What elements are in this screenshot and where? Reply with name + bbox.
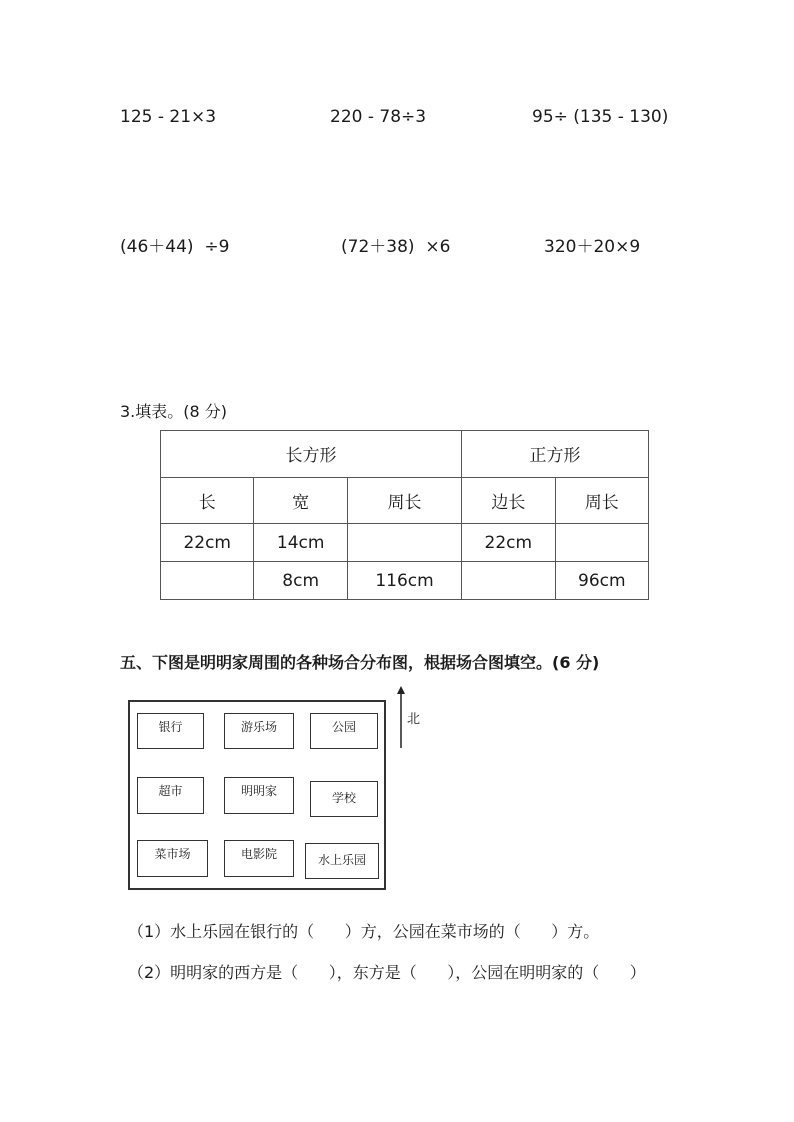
map-place-supermarket: 超市 xyxy=(137,777,204,814)
expression-6: 320＋20×9 xyxy=(544,237,641,257)
fill-table xyxy=(160,430,649,600)
question-2: （2）明明家的西方是（ ），东方是（ ），公园在明明家的（ ） xyxy=(128,963,646,982)
table-cell[interactable] xyxy=(161,562,254,600)
table-cell: 8cm xyxy=(254,562,347,600)
table-cell: 96cm xyxy=(555,562,648,600)
map-place-amusement-park: 游乐场 xyxy=(224,713,294,749)
map-place-park: 公园 xyxy=(310,713,378,749)
group-header-square: 正方形 xyxy=(462,431,649,478)
table-cell[interactable] xyxy=(347,524,461,562)
expression-1: 125 - 21×3 xyxy=(120,107,217,127)
table-row xyxy=(161,562,649,600)
table-cell[interactable] xyxy=(555,524,648,562)
sub-header: 宽 xyxy=(254,477,347,524)
section3-title: 3.填表。(8 分) xyxy=(120,402,228,421)
north-label: 北 xyxy=(407,712,421,727)
table-cell[interactable] xyxy=(462,562,555,600)
map-place-vegetable-market: 菜市场 xyxy=(137,840,208,877)
north-arrow-icon xyxy=(395,686,407,750)
expression-4: (46＋44) ÷9 xyxy=(120,237,230,257)
map-place-cinema: 电影院 xyxy=(224,840,294,877)
sub-header: 边长 xyxy=(462,477,555,524)
table-row xyxy=(161,524,649,562)
sub-header: 长 xyxy=(161,477,254,524)
expression-2: 220 - 78÷3 xyxy=(330,107,427,127)
section5-title: 五、下图是明明家周围的各种场合分布图，根据场合图填空。(6 分) xyxy=(120,653,600,672)
sub-header: 周长 xyxy=(555,477,648,524)
group-header-rectangle: 长方形 xyxy=(161,431,462,478)
map-place-water-park: 水上乐园 xyxy=(305,843,379,879)
expression-5: (72＋38) ×6 xyxy=(341,237,451,257)
table-cell: 22cm xyxy=(462,524,555,562)
table-group-header-row xyxy=(161,431,649,478)
map-place-school: 学校 xyxy=(310,781,378,817)
table-sub-header-row xyxy=(161,477,649,524)
table-cell: 14cm xyxy=(254,524,347,562)
map-place-bank: 银行 xyxy=(137,713,204,749)
table-cell: 22cm xyxy=(161,524,254,562)
question-1: （1）水上乐园在银行的（ ）方，公园在菜市场的（ ）方。 xyxy=(128,922,600,941)
sub-header: 周长 xyxy=(347,477,461,524)
table-cell: 116cm xyxy=(347,562,461,600)
map-place-mingming-home: 明明家 xyxy=(224,777,294,814)
expression-3: 95÷ (135 - 130) xyxy=(532,107,669,127)
